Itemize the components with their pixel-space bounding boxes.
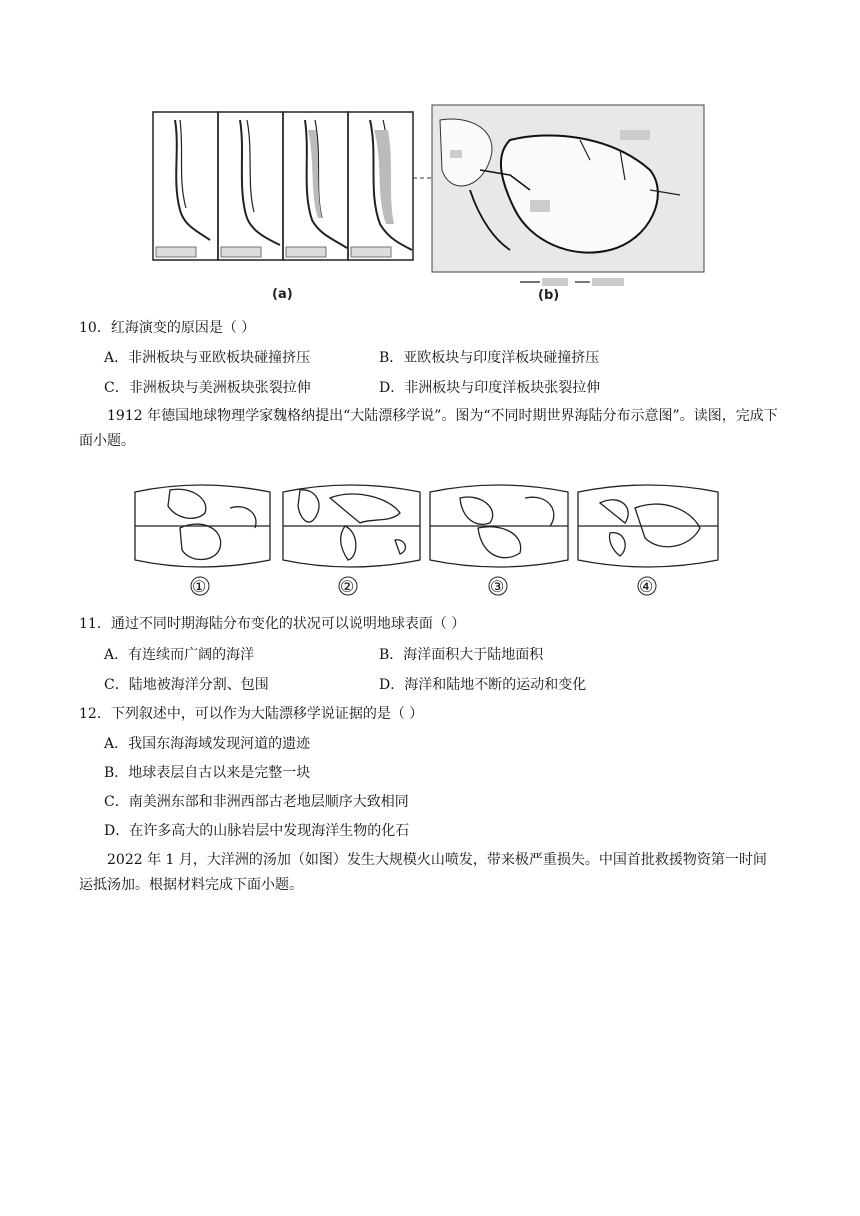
question-11-stem: 11．通过不同时期海陆分布变化的状况可以说明地球表面（ ） xyxy=(79,616,466,632)
red-sea-figure-svg xyxy=(150,100,710,300)
q10-option-b: B．亚欧板块与印度洋板块碰撞挤压 xyxy=(379,350,600,366)
passage-tonga: 2022 年 1 月，大洋洲的汤加（如图）发生大规模火山喷发，带来极严重损失。中国首批救援物资第一时间运抵汤加。根据材料完成下面小题。 xyxy=(79,852,767,893)
q12-option-c: C．南美洲东部和非洲西部古老地层顺序大致相同 xyxy=(104,794,409,810)
map-label-3: ③ xyxy=(490,577,505,596)
caption-b: (b) xyxy=(538,288,560,303)
q11-option-a: A．有连续而广阔的海洋 xyxy=(104,647,255,663)
map-label-4: ④ xyxy=(639,577,654,596)
caption-a: (a) xyxy=(272,287,293,302)
q11-option-c: C．陆地被海洋分割、包围 xyxy=(104,677,269,693)
land-sea-maps-figure xyxy=(130,478,730,600)
question-12-stem: 12．下列叙述中，可以作为大陆漂移学说证据的是（ ） xyxy=(79,706,424,722)
map-label-1: ① xyxy=(192,577,207,596)
map-label-circles xyxy=(191,577,656,595)
q10-option-a: A．非洲板块与亚欧板块碰撞挤压 xyxy=(104,350,311,366)
q12-option-b: B．地球表层自古以来是完整一块 xyxy=(104,765,311,781)
question-10-stem: 10．红海演变的原因是（ ） xyxy=(79,320,256,336)
q10-option-d: D．非洲板块与印度洋板块张裂拉伸 xyxy=(379,380,601,396)
red-sea-figure xyxy=(150,100,710,303)
passage-wegener: 1912 年德国地球物理学家魏格纳提出“大陆漂移学说”。图为“不同时期世界海陆分布示意图”。读图，完成下面小题。 xyxy=(79,408,778,449)
q10-option-c: C．非洲板块与美洲板块张裂拉伸 xyxy=(104,380,311,396)
map-label-2: ② xyxy=(340,577,355,596)
q12-option-a: A．我国东海海域发现河道的遗迹 xyxy=(104,736,311,752)
figure-b-plate-map xyxy=(432,105,704,286)
figure-a-panels xyxy=(153,112,413,260)
q11-option-d: D．海洋和陆地不断的运动和变化 xyxy=(379,677,587,693)
q12-option-d: D．在许多高大的山脉岩层中发现海洋生物的化石 xyxy=(104,823,410,839)
q11-option-b: B．海洋面积大于陆地面积 xyxy=(379,647,544,663)
